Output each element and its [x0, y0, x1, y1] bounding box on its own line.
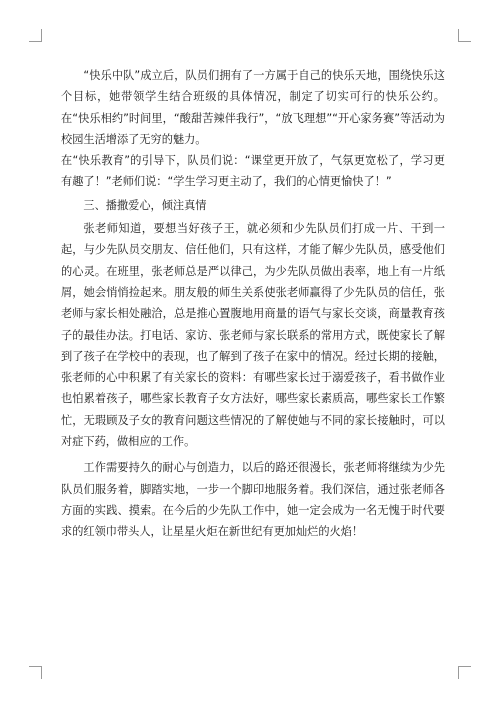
paragraph-happy-education: 在“快乐教育”的引导下，队员们说：“课堂更开放了，气氛更宽松了，学习更有趣了！”老师们说：“学生学习更主动了，我们的心情更愉快了！” — [61, 154, 445, 189]
document-body — [61, 65, 445, 543]
paragraph-teacher-parents: 张老师知道，要想当好孩子王，就必须和少先队员们打成一片、干到一起，与少先队员交朋友、信任他们，只有这样，才能了解少先队员，感受他们的心灵。在班里，张老师总是严以律己，为少先队员做出表率，地上有一片纸屑，她会悄悄捡起来。朋友般的师生关系使张老师赢得了少先队员的信任，张老师与家长相处融洽，总是推心置腹地用商量的语气与家长交谈，商量教育孩子的最佳办法。打电话、家访、张老师与家长联系的常用方式，既使家长了解到了孩子在学校中的表现，也了解到了孩子在家中的情况。经过长期的接触，张老师的心中积累了有关家长的资料：有哪些家长过于溺爱孩子，看书做作业也怕累着孩子，哪些家长教育子女方法好，哪些家长素质高，哪些家长工作繁忙，无瑕顾及子女的教育问题这些情况的了解使她与不同的家长接触时，可以对症下药，做相应的工作。 — [61, 222, 445, 449]
crop-mark-top-left — [29, 29, 42, 42]
crop-mark-bottom-left — [29, 666, 42, 679]
paragraph-happy-squad: “快乐中队”成立后，队员们拥有了一方属于自己的快乐天地，围绕快乐这个目标，她带领学生结合班级的具体情况，制定了切实可行的快乐公约。在“快乐相约”时间里，“酸甜苦辣伴我行”，“放飞理想”“开心家务赛”等活动为校园生活增添了无穷的魅力。 — [61, 69, 445, 146]
crop-mark-top-right — [458, 29, 471, 42]
paragraph-conclusion: 工作需要持久的耐心与创造力，以后的路还很漫长，张老师将继续为少先队员们服务着，脚踏实地，一步一个脚印地服务着。我们深信，通过张老师各方面的实践、摸索。在今后的少先队工作中，她一定会成为一名无愧于时代要求的红领巾带头人，让星星火炬在新世纪有更加灿烂的火焰！ — [61, 461, 445, 539]
section-heading-3: 三、播撒爱心，倾注真情 — [83, 198, 207, 212]
crop-mark-bottom-right — [458, 666, 471, 679]
